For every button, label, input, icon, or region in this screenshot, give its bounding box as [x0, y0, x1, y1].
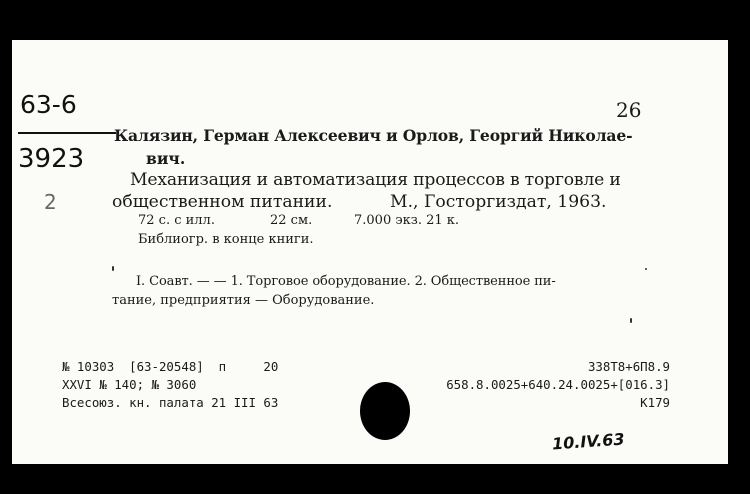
title-line2: общественном питании.	[112, 192, 333, 212]
catalog-card	[12, 40, 728, 464]
imprint: М., Госторгиздат, 1963.	[390, 192, 607, 212]
print-speck	[630, 318, 632, 323]
footer-right-3: К179	[640, 395, 670, 410]
handwritten-call-number-bottom: 3923	[18, 144, 85, 174]
page-number: 26	[616, 98, 642, 122]
collation-size: 22 см.	[270, 213, 313, 228]
title-line1: Механизация и автоматизация процессов в торговле и	[130, 170, 621, 190]
author-heading-line1: Калязин, Герман Алексеевич и Орлов, Георгий Николае-	[114, 126, 633, 145]
footer-left-2: XXVI № 140; № 3060	[62, 377, 197, 392]
handwritten-rule	[18, 132, 116, 134]
footer-left-1: № 10303 [63-20548] п 20	[62, 359, 279, 374]
handwritten-marginal-mark: 2	[44, 190, 57, 214]
punch-hole	[360, 382, 410, 440]
print-speck	[645, 268, 647, 270]
footer-right-1: 338Т8+6П8.9	[587, 359, 670, 374]
author-heading-line2: вич.	[146, 149, 186, 168]
print-speck	[112, 266, 114, 271]
handwritten-call-number-top: 63-6	[20, 90, 77, 119]
collation-pages: 72 с. с илл.	[138, 213, 215, 228]
footer-left-3: Всесоюз. кн. палата 21 III 63	[62, 395, 279, 410]
tracings-line1: I. Соавт. — — 1. Торговое оборудование. 2. Общественное пи-	[136, 274, 556, 289]
collation-print-run: 7.000 экз. 21 к.	[354, 213, 460, 228]
handwritten-date-stamp: 10.IV.63	[551, 429, 626, 454]
tracings-line2: тание, предприятия — Оборудование.	[112, 293, 375, 308]
bibliography-note: Библиогр. в конце книги.	[138, 232, 314, 247]
footer-right-2: 658.8.0025+640.24.0025+[016.3]	[446, 377, 670, 392]
